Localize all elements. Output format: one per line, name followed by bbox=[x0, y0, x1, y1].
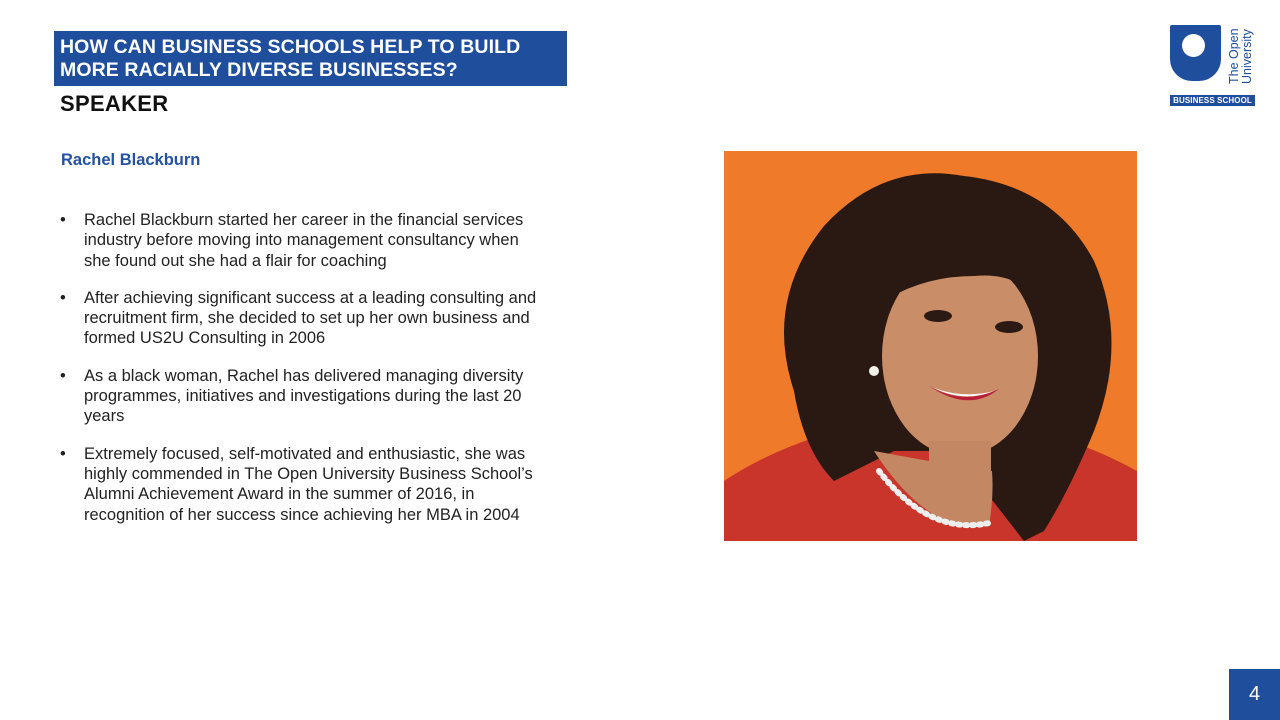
slide-title bbox=[54, 31, 567, 86]
bullet-marker: • bbox=[60, 366, 66, 385]
speaker-name: Rachel Blackburn bbox=[61, 151, 201, 169]
bullet-marker: • bbox=[60, 288, 66, 307]
speaker-portrait-illustration bbox=[724, 151, 1137, 541]
logo-wordmark-line-1: The Open bbox=[1227, 28, 1241, 84]
open-university-business-school-logo bbox=[1170, 22, 1258, 106]
section-heading: SPEAKER bbox=[60, 91, 169, 116]
bio-bullet-2 bbox=[60, 288, 540, 349]
bullet-marker: • bbox=[60, 211, 66, 229]
slide-title-line-2: MORE RACIALLY DIVERSE BUSINESSES? bbox=[60, 59, 458, 81]
bio-bullet-3 bbox=[60, 366, 540, 427]
slide-title-line-1: HOW CAN BUSINESS SCHOOLS HELP TO BUILD bbox=[60, 36, 521, 58]
speaker-bio-list bbox=[60, 210, 540, 542]
bio-bullet-text: Rachel Blackburn started her career in the financial services industry before moving into management consultancy when she found out she had a flair for coaching bbox=[84, 211, 524, 270]
bio-bullet-text: After achieving significant success at a leading consulting and recruitment firm, she decided to set up her own business and formed US2U Consulting in 2006 bbox=[84, 288, 537, 348]
ou-shield-icon bbox=[1170, 25, 1221, 81]
speaker-photo bbox=[724, 151, 1137, 541]
bio-bullet-4 bbox=[60, 444, 540, 525]
bio-bullet-text: As a black woman, Rachel has delivered managing diversity programmes, initiatives and investigations during the last 20 years bbox=[84, 366, 524, 426]
logo-wordmark bbox=[1228, 28, 1254, 84]
page-number: 4 bbox=[1229, 669, 1280, 720]
bullet-marker: • bbox=[60, 444, 66, 463]
logo-wordmark-line-2: University bbox=[1240, 29, 1254, 84]
logo-business-school-strip: BUSINESS SCHOOL bbox=[1170, 95, 1255, 106]
bio-bullet-1 bbox=[60, 210, 540, 271]
bio-bullet-text: Extremely focused, self-motivated and enthusiastic, she was highly commended in The Open University Business School’s Alumni Achievement Award in the summer of 2016, in recognition of her success since achieving her MBA in 2004 bbox=[84, 444, 533, 524]
